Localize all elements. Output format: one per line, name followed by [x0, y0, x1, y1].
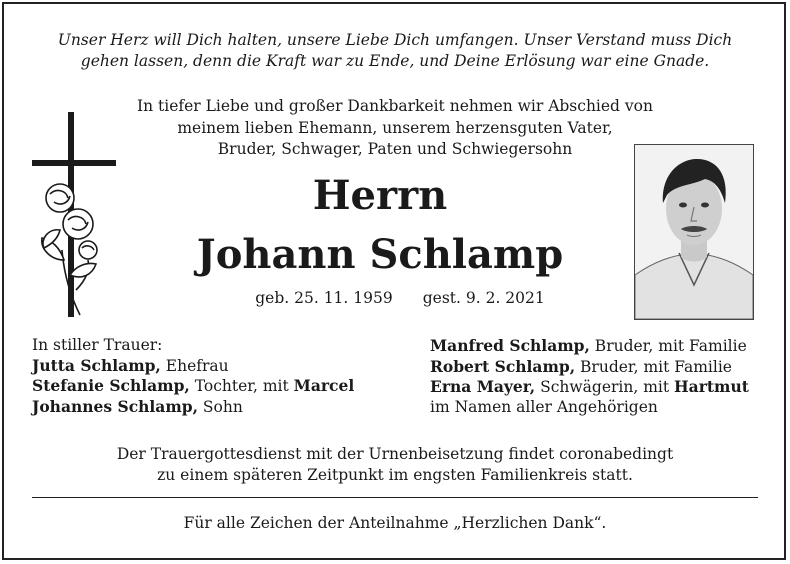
service-line-2: zu einem späteren Zeitpunkt im engsten Familienkreis statt.	[157, 466, 633, 484]
service-line-1: Der Trauergottesdienst mit der Urnenbeisetzung findet coronabedingt	[116, 445, 674, 463]
mourner-robert	[430, 357, 749, 378]
mourner-relation: Bruder, mit Familie	[575, 357, 732, 376]
birth-date: geb. 25. 11. 1959	[255, 289, 393, 307]
mourner-johannes	[32, 397, 354, 418]
verse-line-1: Unser Herz will Dich halten, unsere Liebe Dich umfangen. Unser Verstand muss Dich	[57, 31, 733, 49]
mourner-name: Stefanie Schlamp,	[32, 376, 190, 395]
mourner-name: Robert Schlamp,	[430, 356, 576, 376]
divider	[32, 497, 758, 498]
death-date: gest. 9. 2. 2021	[422, 289, 545, 307]
mourner-relation: Sohn	[197, 397, 243, 416]
salutation: Herrn	[312, 172, 448, 219]
mourner-jutta	[32, 356, 354, 377]
mourners-left	[32, 336, 354, 417]
verse	[20, 30, 770, 72]
verse-line-2: gehen lassen, denn die Kraft war zu Ende, und Deine Erlösung war eine Gnade.	[80, 52, 710, 70]
thanks-line: Für alle Zeichen der Anteilnahme „Herzlichen Dank“.	[183, 514, 607, 532]
portrait-photo	[634, 144, 754, 320]
portrait-image	[635, 145, 753, 319]
mourner-manfred	[430, 336, 749, 357]
mourners-others: im Namen aller Angehörigen	[430, 397, 658, 416]
mourners-right	[430, 336, 749, 417]
life-dates	[240, 289, 560, 307]
deceased-name: Johann Schlamp	[196, 231, 564, 278]
intro-line-2: meinem lieben Ehemann, unserem herzensguten Vater,	[177, 118, 613, 137]
mourner-name: Johannes Schlamp,	[32, 396, 198, 416]
mourner-partner: Marcel	[293, 376, 355, 395]
intro-line-3: Bruder, Schwager, Paten und Schwiegersohn	[217, 140, 573, 158]
mourner-name: Jutta Schlamp,	[32, 355, 161, 375]
mourners-heading: In stiller Trauer:	[32, 336, 163, 354]
mourner-relation: Schwägerin, mit	[535, 378, 675, 396]
mourner-relation: Tochter, mit	[189, 377, 294, 395]
mourner-name: Manfred Schlamp,	[430, 336, 590, 355]
service-notice	[40, 444, 750, 486]
mourner-stefanie	[32, 376, 354, 397]
mourner-relation: Bruder, mit Familie	[589, 337, 747, 355]
mourner-relation: Ehefrau	[160, 356, 229, 375]
mourner-erna	[430, 377, 749, 398]
intro-text	[60, 96, 730, 161]
cross-with-roses-icon	[30, 110, 122, 320]
mourner-name: Erna Mayer,	[430, 377, 536, 396]
mourner-partner: Hartmut	[674, 377, 749, 396]
intro-line-1: In tiefer Liebe und großer Dankbarkeit nehmen wir Abschied von	[137, 97, 653, 115]
